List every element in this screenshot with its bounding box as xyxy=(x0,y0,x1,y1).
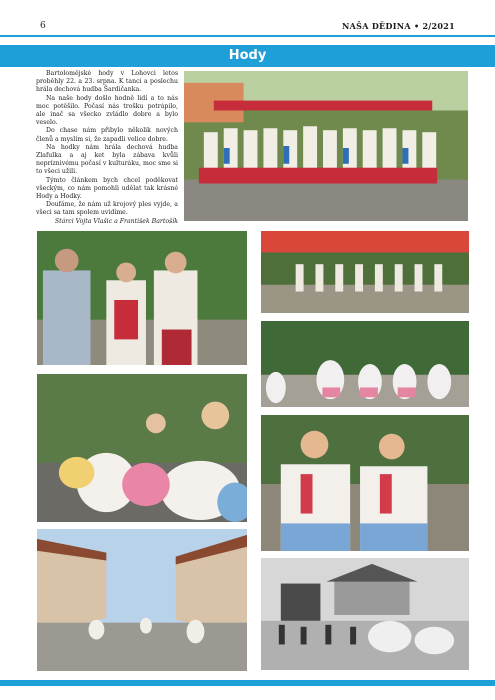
photo-village-street xyxy=(36,528,248,672)
page-number: 6 xyxy=(40,21,46,31)
article-paragraph: Na hodky nám hrála dechová hudba Zlafulka a aj ket byla zábava kvůli nepríznivému počasí v kulturáku, moc sme si to všeci užili. xyxy=(36,143,178,176)
photo-tent-dance xyxy=(260,230,470,314)
section-title-bar xyxy=(0,45,495,67)
article-paragraph: Doufáme, že nám už krojový ples vyjde, a všeci sa tam spolem uvidíme. xyxy=(36,201,178,217)
photo-cheers xyxy=(36,230,248,366)
photo-dancers-street xyxy=(260,320,470,408)
article-paragraph: Bartolomějské hody v Lohovci letos proběhly 22. a 23. srpna. K tanci a poslechu hrála dechová hudba Šardičanka. xyxy=(36,70,178,94)
article-text xyxy=(36,70,178,226)
photo-girls-costumes xyxy=(36,373,248,523)
article-paragraph: Na naše hody došlo hodně lidí a to nás moc potěšilo. Počasí nás trošku potrápilo, ale inač sa všecko zvládlo dobre a bylo veselo. xyxy=(36,94,178,127)
page-header xyxy=(0,0,495,40)
article-byline: Stárci Vojta Vlašic a František Bartošík xyxy=(54,217,178,225)
article-paragraph: Do chase nám přibylo několik nových členů a myslím si, že zapadli velice dobre. xyxy=(36,127,178,143)
article-paragraph: Týmto článkem bych chcel poděkovat všeckým, co nám pomohli udělat tak krásné Hody a Hodky. xyxy=(36,176,178,201)
magazine-title: NAŠA DĚDINA • 2/2021 xyxy=(342,21,455,31)
header-rule xyxy=(0,35,495,37)
footer-bar xyxy=(0,680,495,686)
section-title: Hody xyxy=(228,48,267,63)
photo-black-white-dance xyxy=(260,557,470,671)
photo-group-costumes xyxy=(183,70,469,222)
photo-boys-costumes xyxy=(260,414,470,552)
